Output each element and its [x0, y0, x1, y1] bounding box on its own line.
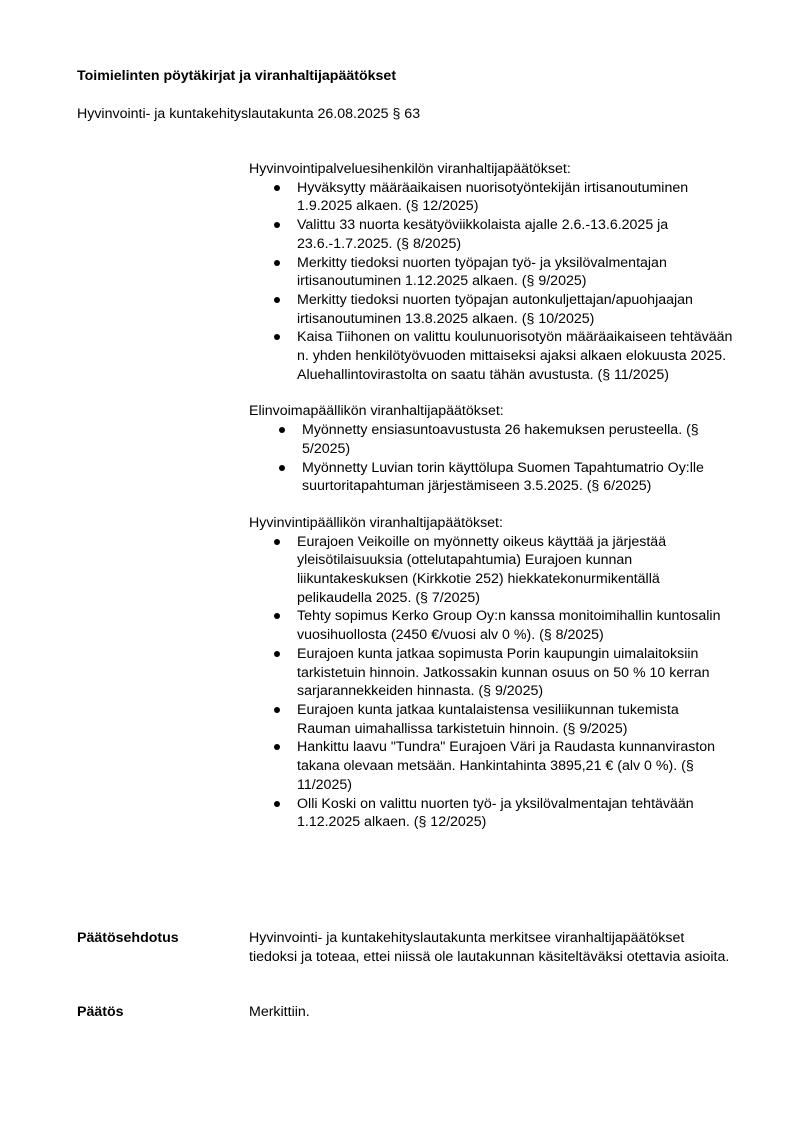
proposal-text: Hyvinvointi- ja kuntakehityslautakunta merkitsee viranhaltijapäätökset tiedoksi ja toteaa, ettei niissä ole lautakunnan käsiteltäväksi otettavia asioita. — [249, 930, 730, 965]
decision-label: Päätös — [77, 1004, 124, 1020]
decision-item: Merkitty tiedoksi nuorten työpajan työ- ja yksilövalmentajan irtisanoutuminen 1.12.2025 alkaen. (§ 9/2025) — [249, 254, 734, 291]
section-vitality-manager-decisions — [249, 402, 734, 496]
section-welfare-manager-decisions — [249, 514, 734, 832]
section-heading: Hyvinvointipalveluesihenkilön viranhaltijapäätökset: — [249, 161, 571, 177]
decision-item: Hankittu laavu "Tundra" Eurajoen Väri ja Raudasta kunnanviraston takana olevaan metsään. Hankintahinta 3895,21 € (alv 0 %). (§ 11/2025) — [249, 738, 734, 794]
decision-item: Olli Koski on valittu nuorten työ- ja yksilövalmentajan tehtävään 1.12.2025 alkaen. (§ 12/2025) — [249, 795, 734, 832]
decision-text: Merkittiin. — [249, 1004, 310, 1020]
decision-item: Kaisa Tiihonen on valittu koulunuorisotyön määräaikaiseen tehtävään n. yhden henkilötyövuoden mittaiseksi ajaksi alkaen elokuusta 2025. Aluehallintovirastolta on saatu tähän avustusta. (§ 11/2025) — [249, 328, 734, 384]
decision-list — [249, 421, 734, 496]
meeting-reference: Hyvinvointi- ja kuntakehityslautakunta 26.08.2025 § 63 — [77, 106, 421, 122]
decision-item: Merkitty tiedoksi nuorten työpajan autonkuljettajan/apuohjaajan irtisanoutuminen 13.8.2025 alkaen. (§ 10/2025) — [249, 291, 734, 328]
decision-list — [249, 179, 734, 385]
document-title: Toimielinten pöytäkirjat ja viranhaltijapäätökset — [77, 68, 397, 84]
section-heading: Elinvoimapäällikön viranhaltijapäätökset: — [249, 403, 504, 420]
decision-item: Eurajoen kunta jatkaa sopimusta Porin kaupungin uimalaitoksiin tarkistetuin hinnoin. Jatkossakin kunnan osuus on 50 % 10 kerran sarjarannekkeiden hinnasta. (§ 9/2025) — [249, 645, 734, 701]
decision-item: Eurajoen Veikoille on myönnetty oikeus käyttää ja järjestää yleisötilaisuuksia (ottelutapahtumia) Eurajoen kunnan liikuntakeskuksen (Kirkkotie 252) hiekkatekonurmikentällä pelikaudella 2025. (§ 7/2025) — [249, 533, 734, 608]
decision-item: Hyväksytty määräaikaisen nuorisotyöntekijän irtisanoutuminen 1.9.2025 alkaen. (§ 12/2025) — [249, 179, 734, 216]
decision-item: Valittu 33 nuorta kesätyöviikkolaista ajalle 2.6.-13.6.2025 ja 23.6.-1.7.2025. (§ 8/2025) — [249, 216, 734, 253]
decision-item: Myönnetty Luvian torin käyttölupa Suomen Tapahtumatrio Oy:lle suurtoritapahtuman järjestämiseen 3.5.2025. (§ 6/2025) — [249, 459, 734, 496]
section-welfare-supervisor-decisions — [249, 160, 734, 384]
decision-item: Eurajoen kunta jatkaa kuntalaistensa vesiliikunnan tukemista Rauman uimahallissa tarkistetuin hinnoin. (§ 9/2025) — [249, 701, 734, 738]
decision-list — [249, 533, 734, 832]
decisions-content — [249, 160, 734, 850]
decision-item: Tehty sopimus Kerko Group Oy:n kanssa monitoimihallin kuntosalin vuosihuollosta (2450 €/vuosi alv 0 %). (§ 8/2025) — [249, 607, 734, 644]
decision-item: Myönnetty ensiasuntoavustusta 26 hakemuksen perusteella. (§ 5/2025) — [249, 421, 734, 458]
proposal-label: Päätösehdotus — [77, 930, 179, 946]
section-heading: Hyvinvintipäällikön viranhaltijapäätökset: — [249, 514, 503, 531]
